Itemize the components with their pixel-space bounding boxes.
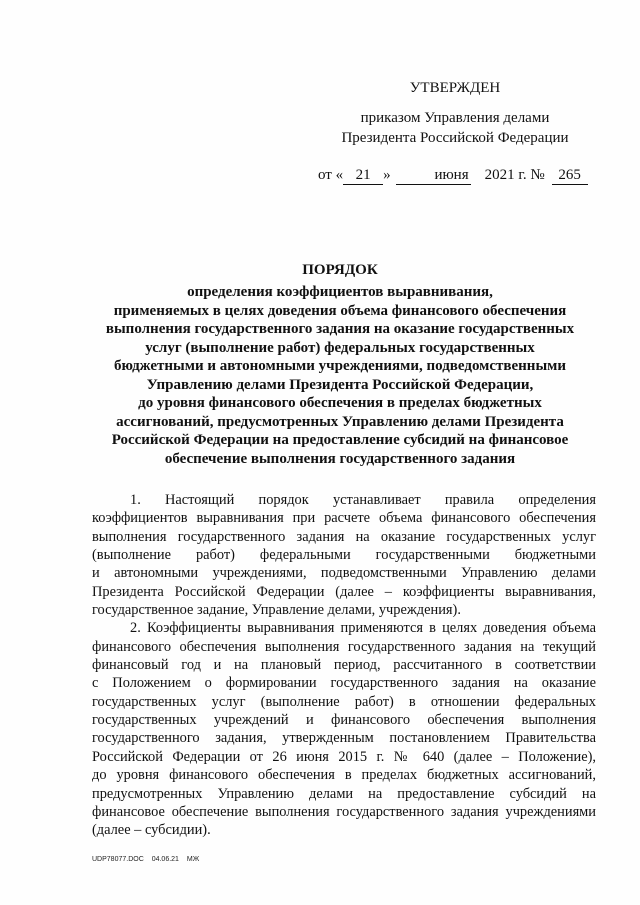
- paragraph-line: государственное задание, Управление делами, учреждения).: [92, 602, 461, 619]
- document-subtitle: [84, 283, 596, 468]
- date-close-quote: »: [383, 167, 391, 183]
- date-year: 2021 г. №: [484, 167, 545, 183]
- paragraph-line: государственных услуг (выполнение работ) в отношении федеральных: [92, 693, 596, 710]
- title-line: определения коэффициентов выравнивания,: [187, 284, 493, 300]
- paragraph-line: коэффициентов выравнивания при расчете объема финансового обеспечения: [92, 510, 596, 527]
- paragraph-line: Российской Федерации от 26 июня 2015 г. № 640 (далее – Положение),: [92, 748, 596, 765]
- file-footer: [92, 855, 205, 865]
- paragraph-line: предусмотренных Управлению делами на предоставление субсидий на: [92, 785, 596, 802]
- approval-order-text: [305, 108, 605, 148]
- paragraph-line: финансовый год и на плановый период, рассчитанного в соответствии: [92, 657, 596, 674]
- footer-date: 04.06.21: [151, 856, 179, 863]
- date-month: июня: [396, 167, 471, 185]
- footer-file-name: UDP78077.DOC: [92, 856, 144, 863]
- paragraph-line: (далее – субсидии).: [92, 822, 211, 839]
- title-line: ассигнований, предусмотренных Управлению делами Президента: [116, 413, 564, 430]
- order-number: 265: [552, 167, 588, 185]
- paragraph-line: и автономными учреждениями, подведомственными Управлению делами: [92, 565, 596, 582]
- approval-heading: УТВЕРЖДЕН: [409, 80, 501, 96]
- title-line: обеспечение выполнения государственного задания: [164, 450, 516, 467]
- paragraph-line: с Положением о формировании государственного задания на оказание: [92, 675, 596, 692]
- title-line: выполнения государственного задания на оказание государственных: [105, 321, 575, 337]
- document-title: ПОРЯДОК: [302, 262, 378, 278]
- paragraph-2: [92, 619, 596, 839]
- date-prefix: от «: [318, 167, 344, 183]
- date-day: 21: [343, 167, 383, 185]
- paragraph-line: (выполнение работ) федеральными государственными бюджетными: [92, 547, 596, 564]
- paragraph-line: государственных учреждений и финансового обеспечения выполнения: [92, 712, 596, 729]
- approval-date-line: [318, 165, 588, 185]
- paragraph-line: государственного задания, утвержденным постановлением Правительства: [92, 730, 596, 747]
- paragraph-line: 1. Настоящий порядок устанавливает правила определения: [130, 492, 596, 508]
- paragraph-1: [92, 491, 596, 619]
- title-line: Российской Федерации на предоставление субсидий на финансовое: [111, 432, 569, 448]
- footer-initials: МЖ: [186, 856, 200, 863]
- title-line: услуг (выполнение работ) федеральных государственных: [145, 339, 535, 356]
- title-line: применяемых в целях доведения объема финансового обеспечения: [113, 302, 567, 319]
- paragraph-line: до уровня финансового обеспечения в пределах бюджетных ассигнований,: [92, 767, 596, 784]
- title-line: до уровня финансового обеспечения в пределах бюджетных: [138, 395, 542, 411]
- title-line: бюджетными и автономными учреждениями, подведомственными: [113, 358, 567, 374]
- paragraph-line: финансового обеспечения выполнения государственного задания на текущий: [92, 638, 596, 655]
- paragraph-line: Президента Российской Федерации (далее – коэффициенты выравнивания,: [92, 583, 596, 600]
- document-body: [92, 491, 596, 840]
- paragraph-line: 2. Коэффициенты выравнивания применяются в целях доведения объема: [130, 620, 596, 637]
- paragraph-line: финансовое обеспечение выполнения государственного задания учреждениями: [92, 803, 596, 820]
- approval-order-line-1: приказом Управления делами: [360, 110, 550, 126]
- paragraph-line: выполнения государственного задания на оказание государственных услуг: [92, 528, 596, 545]
- approval-order-line-2: Президента Российской Федерации: [341, 130, 569, 146]
- title-line: Управлению делами Президента Российской Федерации,: [146, 376, 534, 393]
